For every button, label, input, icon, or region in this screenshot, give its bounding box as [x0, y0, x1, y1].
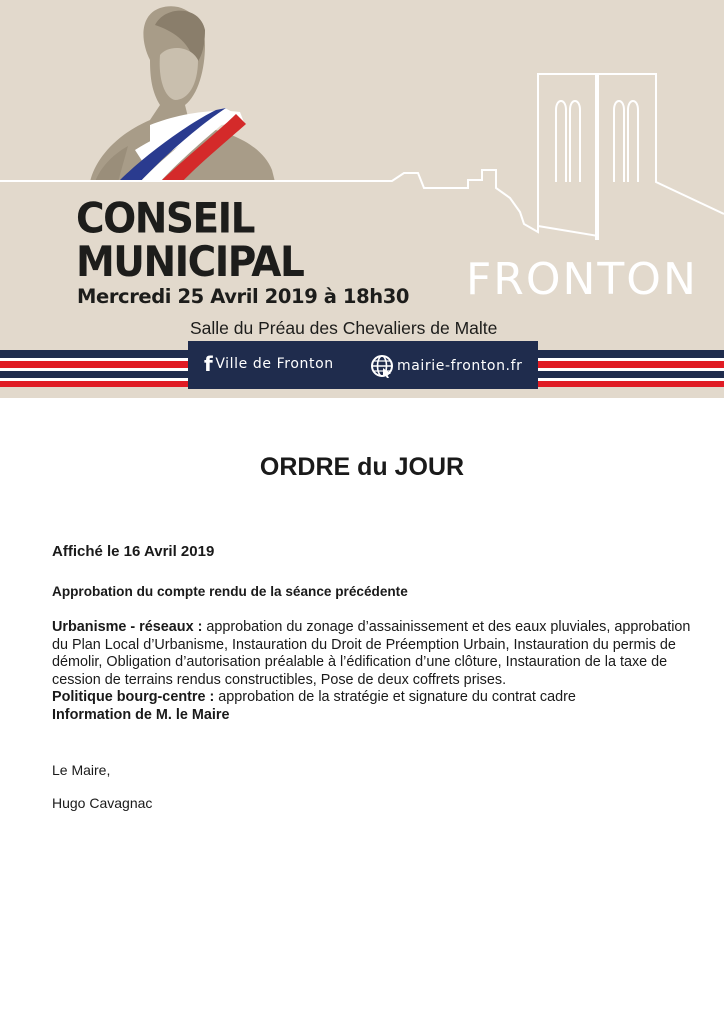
brand-logo-text: FRONTON	[466, 254, 698, 305]
politique-text: approbation de la stratégie et signature du contrat cadre	[214, 689, 576, 705]
signature-role: Le Maire,	[52, 762, 111, 778]
facebook-link[interactable]	[204, 354, 334, 374]
agenda-item-urbanisme	[52, 619, 702, 689]
signature-name: Hugo Cavagnac	[52, 795, 153, 811]
title-line-1: CONSEIL	[76, 194, 255, 244]
agenda-item-information	[52, 707, 702, 725]
urbanisme-text: approbation du zonage d’assainissement et des eaux pluviales, approbation du Plan Local d’Urbanisme, Instauration du Droit de Préemption Urbain, Instauration du permis de démolir, Obligation d’autorisation préalable à l’édification d’une clôture, Instauration de la taxe de cession de terrains rendus constructibles, Pose de deux coffrets prises.	[52, 619, 691, 688]
agenda-item-politique	[52, 689, 702, 707]
website-label: mairie-fronton.fr	[397, 358, 523, 374]
urbanisme-label: Urbanisme - réseaux :	[52, 619, 203, 635]
event-title	[76, 194, 304, 287]
title-line-2: MUNICIPAL	[76, 237, 304, 287]
event-date: Mercredi 25 Avril 2019 à 18h30	[77, 285, 410, 308]
information-label: Information de M. le Maire	[52, 706, 230, 723]
marianne-bust-illustration	[90, 6, 275, 182]
facebook-icon: f	[204, 352, 214, 376]
website-link[interactable]	[370, 354, 523, 378]
page-title: ORDRE du JOUR	[259, 453, 465, 481]
contact-bar	[188, 341, 538, 389]
event-venue: Salle du Préau des Chevaliers de Malte	[190, 318, 498, 338]
posted-date: Affiché le 16 Avril 2019	[52, 543, 215, 560]
politique-label: Politique bourg-centre :	[52, 689, 215, 705]
agenda-item-minutes: Approbation du compte rendu de la séance précédente	[52, 584, 408, 599]
globe-icon	[370, 354, 394, 378]
facebook-label: Ville de Fronton	[215, 356, 334, 372]
agenda-body	[52, 619, 702, 724]
header-banner	[0, 0, 724, 398]
